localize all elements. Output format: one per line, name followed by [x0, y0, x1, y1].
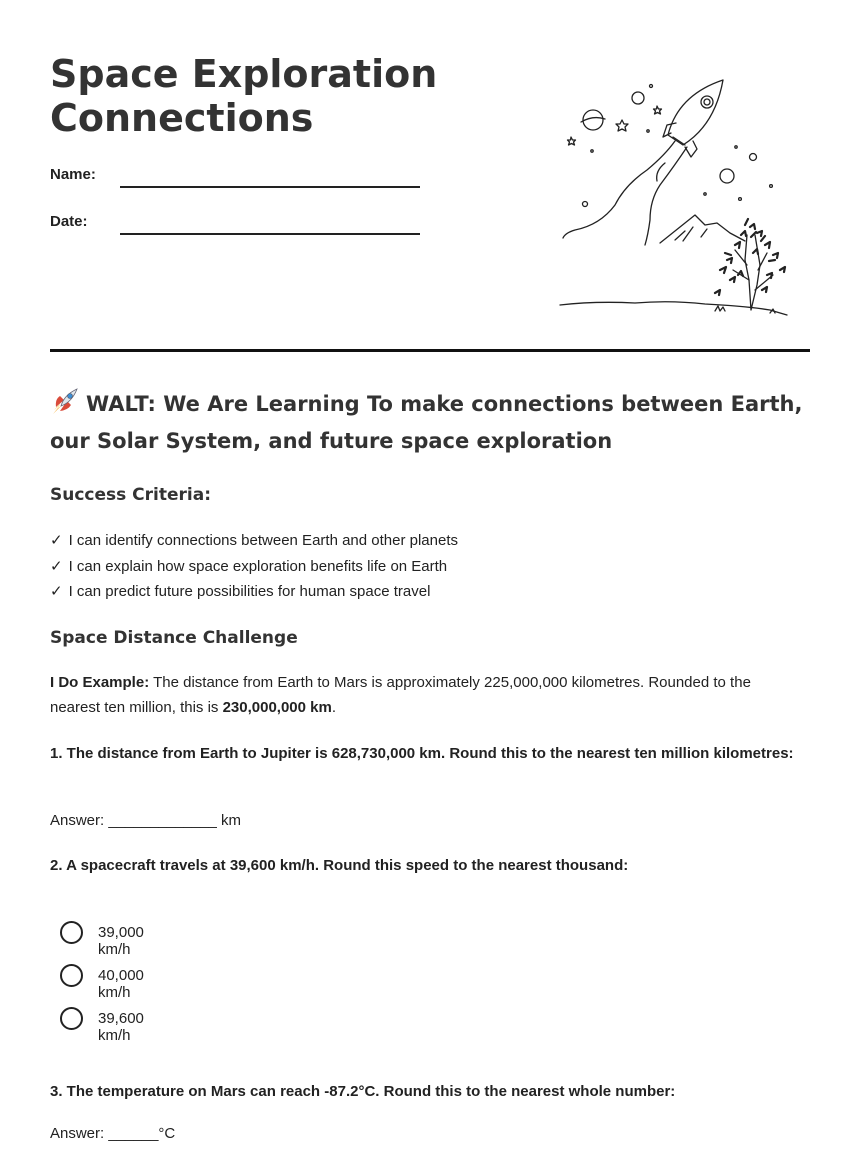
question-3-answer[interactable]: Answer: ______°C — [50, 1125, 176, 1142]
criteria-item: ✓ I can identify connections between Earth and other planets — [50, 532, 458, 549]
radio-button[interactable] — [60, 964, 83, 987]
example-label: I Do Example: — [50, 674, 150, 691]
check-icon: ✓ — [50, 532, 63, 549]
question-3: 3. The temperature on Mars can reach -87.2°C. Round this to the nearest whole number: — [50, 1083, 676, 1100]
check-icon: ✓ — [50, 583, 63, 600]
question-2: 2. A spacecraft travels at 39,600 km/h. Round this speed to the nearest thousand: — [50, 857, 629, 874]
option-label: 39,000 km/h — [98, 924, 144, 958]
walt-heading — [50, 386, 810, 460]
walt-text: WALT: We Are Learning To make connections between Earth, our Solar System, and future space exploration — [50, 392, 803, 453]
example-text: The distance from Earth to Mars is approximately 225,000,000 kilometres. Rounded to the nearest ten million, this is — [50, 674, 751, 716]
date-line[interactable] — [120, 233, 420, 235]
example-answer: 230,000,000 km — [222, 699, 332, 716]
rocket-landscape-illustration — [555, 75, 800, 320]
challenge-heading: Space Distance Challenge — [50, 628, 298, 648]
question-1: 1. The distance from Earth to Jupiter is 628,730,000 km. Round this to the nearest ten million kilometres: — [50, 745, 794, 762]
check-icon: ✓ — [50, 557, 63, 575]
question-1-answer[interactable]: Answer: _____________ km — [50, 812, 241, 829]
option-label: 39,600 km/h — [98, 1010, 144, 1044]
success-criteria-list — [50, 528, 458, 605]
success-criteria-heading: Success Criteria: — [50, 485, 212, 505]
i-do-example: I Do Example: The distance from Earth to Mars is approximately 225,000,000 kilometres. Rounded to the nearest ten million, this is 230,000,000 km. — [50, 674, 751, 716]
page-title: Space Exploration Connections — [50, 52, 438, 140]
option-label: 40,000 km/h — [98, 967, 144, 1001]
name-label: Name: — [50, 166, 96, 183]
date-label: Date: — [50, 213, 88, 230]
radio-button[interactable] — [60, 1007, 83, 1030]
rocket-icon — [50, 387, 80, 415]
name-line[interactable] — [120, 186, 420, 188]
criteria-item: ✓ I can explain how space exploration benefits life on Earth — [50, 557, 448, 575]
radio-button[interactable] — [60, 921, 83, 944]
criteria-item: ✓ I can predict future possibilities for human space travel — [50, 583, 431, 600]
header-divider — [50, 349, 810, 352]
